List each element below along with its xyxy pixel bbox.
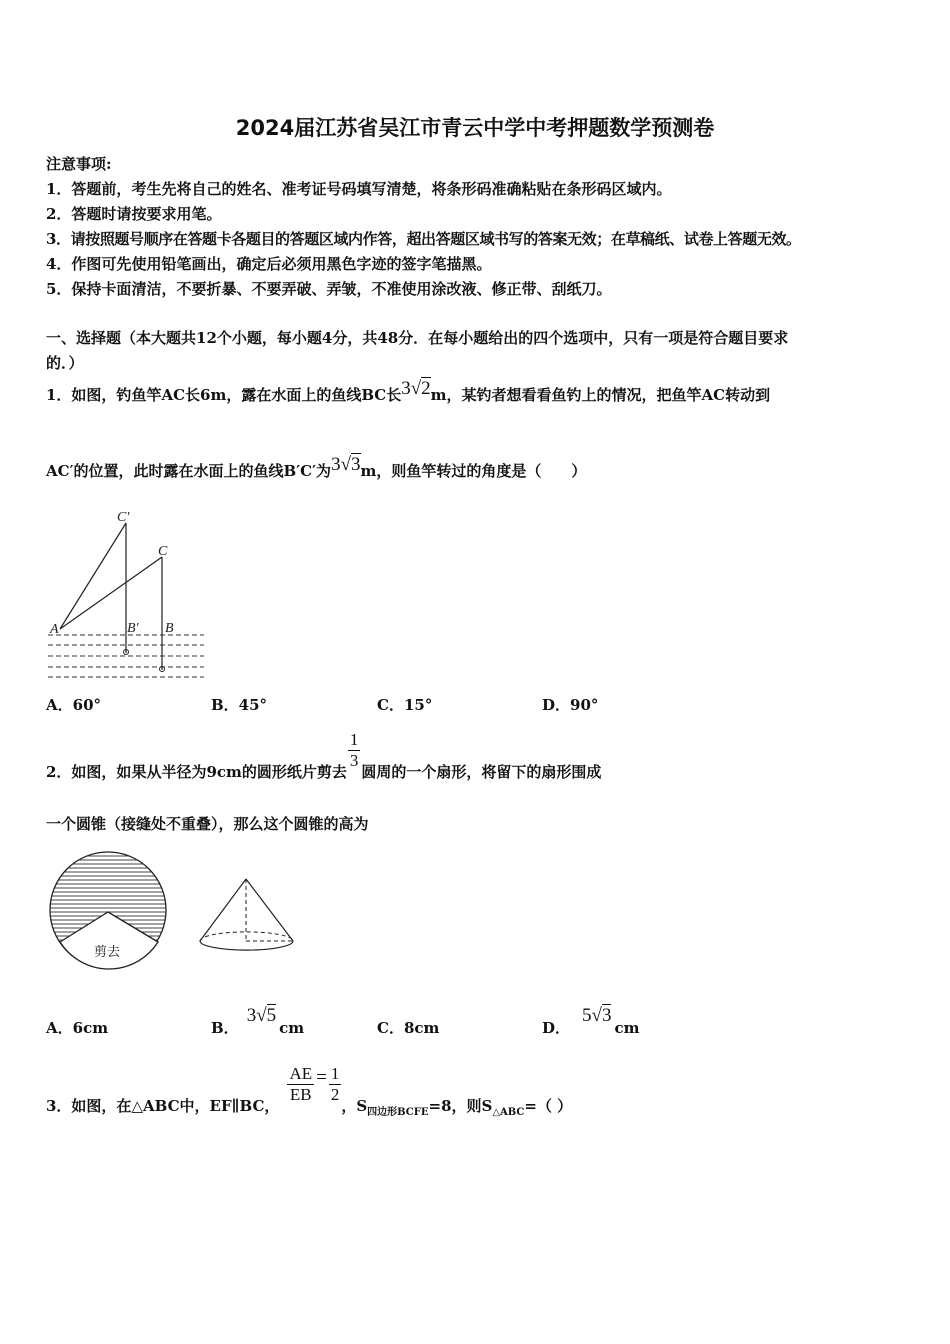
q2-text: 圆周的一个扇形，将留下的扇形围成: [361, 762, 602, 781]
q3-text: ，S: [341, 1096, 368, 1115]
cut-label: 剪去: [94, 945, 121, 960]
q3-subscript: 四边形BCFE: [367, 1106, 429, 1118]
q1-radical-1: 3√2: [401, 378, 431, 399]
page-title: 2024届江苏省吴江市青云中学中考押题数学预测卷: [235, 116, 715, 140]
section-heading-cont: 的．）: [46, 354, 84, 372]
q2-option-a[interactable]: A．6cm: [46, 1019, 109, 1037]
label-b: B: [165, 621, 174, 636]
section-heading: 一、选择题（本大题共12个小题，每小题4分，共48分．在每小题给出的四个选项中，只有一项是符合题目要求: [46, 329, 789, 347]
q3-fraction-half: $\frac{1}{2}$: [330, 1064, 340, 1104]
q2-option-c[interactable]: C．8cm: [377, 1019, 440, 1037]
notes-item: 1．答题前，考生先将自己的姓名、准考证号码填写清楚，将条形码准确粘贴在条形码区域内。: [46, 180, 672, 198]
q2-option-b[interactable]: B．3√5cm: [211, 1005, 305, 1037]
cone-figure: [196, 875, 298, 955]
question-1-line2: [46, 454, 587, 482]
q2-option-d[interactable]: D．5√3cm: [542, 1005, 640, 1037]
q2-text: 2．如图，如果从半径为9cm的圆形纸片剪去: [46, 762, 347, 781]
notes-item: 5．保持卡面清洁，不要折暴、不要弄破、弄皱，不准使用涂改液、修正带、刮纸刀。: [46, 280, 612, 298]
question-1-line1: [46, 378, 771, 406]
q1-option-d[interactable]: D．90°: [542, 696, 599, 714]
notes-item: 3．请按照题号顺序在答题卡各题目的答题区域内作答，超出答题区域书写的答案无效；在草稿纸、试卷上答题无效。: [46, 230, 801, 248]
label-a: A: [50, 622, 59, 637]
q3-fraction-ae-eb: $\frac{AE}{EB}$: [289, 1064, 313, 1104]
circle-paper-figure: [46, 850, 176, 978]
label-b-prime: B′: [127, 621, 139, 636]
q1-option-c[interactable]: C．15°: [377, 696, 433, 714]
question-2-line1: [46, 730, 602, 781]
q3-text: =（ ）: [524, 1096, 573, 1115]
q1-option-b[interactable]: B．45°: [211, 696, 268, 714]
notes-heading: 注意事项:: [46, 155, 112, 173]
q3-equals: =: [316, 1066, 327, 1088]
fishing-rod-figure: [44, 505, 209, 683]
q3-subscript: △ABC: [492, 1106, 525, 1118]
notes-item: 4．作图可先使用铅笔画出，确定后必须用黑色字迹的签字笔描黑。: [46, 255, 492, 273]
q2-fraction: $\frac{1}{3}$: [349, 730, 359, 770]
q3-text: =8，则S: [428, 1096, 493, 1115]
q1-text: m，则鱼竿转过的角度是（ ）: [360, 462, 587, 480]
label-c: C: [158, 544, 168, 559]
question-2-line2: 一个圆锥（接缝处不重叠），那么这个圆锥的高为: [46, 815, 369, 833]
q1-text: 1．如图，钓鱼竿AC长6m，露在水面上的鱼线BC长: [46, 386, 402, 404]
q1-text: m，某钓者想看看鱼钓上的情况，把鱼竿AC转动到: [430, 386, 771, 404]
q3-text: 3．如图，在△ABC中，EF∥BC，: [46, 1096, 280, 1115]
question-3: [46, 1064, 573, 1118]
q1-option-a[interactable]: A．60°: [46, 696, 102, 714]
q1-radical-2: 3√3: [331, 454, 361, 475]
notes-item: 2．答题时请按要求用笔。: [46, 205, 222, 223]
label-c-prime: C′: [117, 510, 130, 525]
q1-text: AC′的位置，此时露在水面上的鱼线B′C′为: [46, 462, 332, 480]
